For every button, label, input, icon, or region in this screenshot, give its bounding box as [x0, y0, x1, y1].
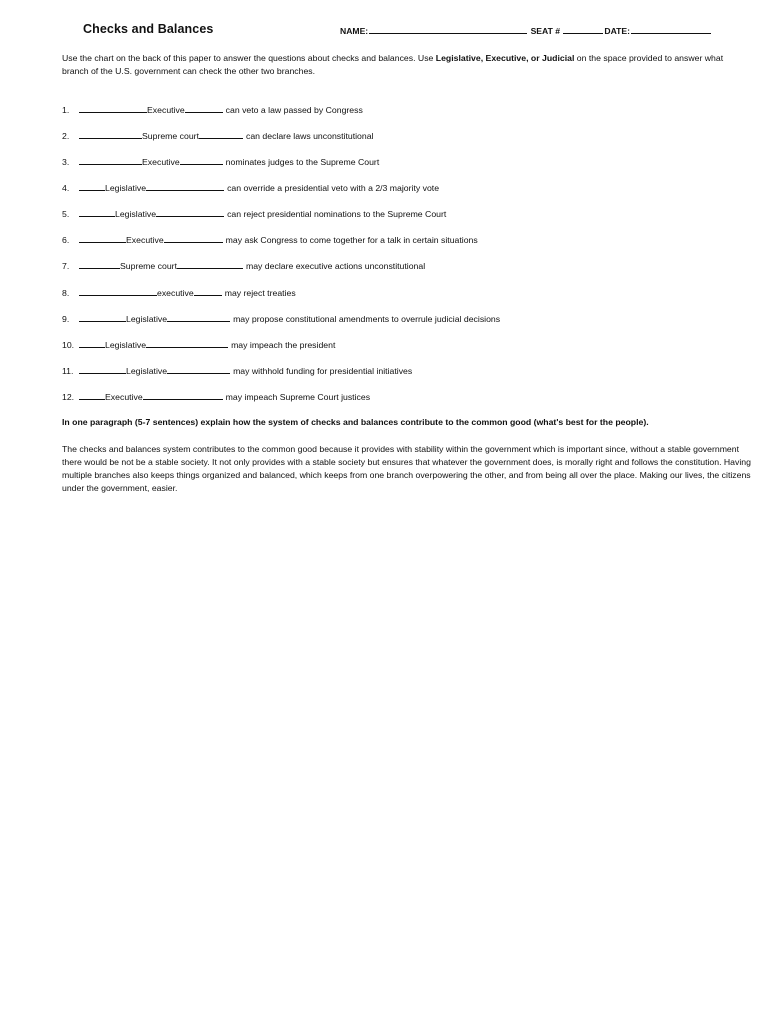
answer-field[interactable]	[79, 288, 222, 298]
question-item	[62, 209, 446, 219]
answer-field[interactable]	[79, 261, 243, 271]
name-field[interactable]	[369, 25, 527, 34]
question-number: 1.	[62, 105, 70, 115]
question-statement: may propose constitutional amendments to overrule judicial decisions	[233, 314, 501, 324]
question-number: 11.	[62, 366, 74, 376]
question-statement: may declare executive actions unconstitutional	[245, 261, 426, 271]
question-number: 12.	[62, 392, 75, 402]
seat-label: SEAT #	[530, 26, 561, 36]
paragraph-answer[interactable]: The checks and balances system contributes to the common good because it provides with stability within the government which is important since, without a stable government there would be not be a stable society. It not only provides with a stable society but ensures that whatever the government does, is morally right and follows the constitution. Having multiple branches also keeps things organized and balanced, which keeps from one branch overpowering the other, and from being all over the place. Making our lives, the citizens under the government, easier.	[62, 444, 751, 493]
answer-field[interactable]	[79, 392, 223, 402]
answer-field[interactable]	[79, 366, 230, 376]
header-fields	[340, 25, 712, 36]
question-number: 3.	[62, 157, 70, 167]
answer-field[interactable]	[79, 131, 243, 141]
date-field[interactable]	[631, 25, 711, 34]
answer-field[interactable]	[79, 340, 228, 350]
question-statement: may withhold funding for presidential initiatives	[233, 366, 413, 376]
date-label: DATE:	[604, 26, 631, 36]
answer-text: Legislative	[126, 314, 168, 324]
answer-text: executive	[157, 288, 194, 298]
answer-text: Legislative	[105, 340, 147, 350]
question-item	[62, 392, 370, 402]
question-item	[62, 157, 379, 167]
question-number: 6.	[62, 235, 70, 245]
question-number: 2.	[62, 131, 70, 141]
question-item	[62, 314, 500, 324]
instructions-part2: on the space provided to answer what branch of the U.S. government can check the other two branches.	[62, 53, 724, 76]
question-number: 8.	[62, 288, 70, 298]
question-statement: nominates judges to the Supreme Court	[225, 157, 380, 167]
answer-text: Executive	[147, 105, 185, 115]
question-item	[62, 183, 439, 193]
question-item	[62, 288, 296, 298]
question-item	[62, 340, 335, 350]
question-statement: can override a presidential veto with a 2/3 majority vote	[227, 183, 440, 193]
question-number: 10.	[62, 340, 75, 350]
question-number: 7.	[62, 261, 70, 271]
question-statement: may impeach the president	[231, 340, 336, 350]
question-statement: can veto a law passed by Congress	[225, 105, 363, 115]
question-statement: can reject presidential nominations to the Supreme Court	[227, 209, 447, 219]
answer-text: Legislative	[105, 183, 147, 193]
answer-text: Executive	[142, 157, 180, 167]
answer-text: Supreme court	[120, 261, 177, 271]
question-item	[62, 261, 425, 271]
answer-field[interactable]	[79, 157, 223, 167]
question-statement: may reject treaties	[224, 288, 296, 298]
answer-field[interactable]	[79, 235, 223, 245]
seat-field[interactable]	[563, 25, 603, 34]
question-item	[62, 235, 478, 245]
question-statement: may ask Congress to come together for a talk in certain situations	[225, 235, 478, 245]
question-number: 4.	[62, 183, 70, 193]
answer-text: Executive	[126, 235, 164, 245]
question-statement: can declare laws unconstitutional	[245, 131, 374, 141]
question-statement: may impeach Supreme Court justices	[225, 392, 371, 402]
answer-field[interactable]	[79, 209, 224, 219]
worksheet-header	[83, 22, 743, 42]
answer-field[interactable]	[79, 105, 223, 115]
question-number: 5.	[62, 209, 70, 219]
paragraph-prompt: In one paragraph (5-7 sentences) explain how the system of checks and balances contribute to the common good (what's best for the people).	[62, 417, 649, 427]
answer-text: Executive	[105, 392, 143, 402]
instructions-part1: Use the chart on the back of this paper to answer the questions about checks and balances. Use	[62, 53, 436, 63]
question-item	[62, 366, 412, 376]
answer-field[interactable]	[79, 183, 224, 193]
page-title: Checks and Balances	[83, 22, 214, 36]
answer-field[interactable]	[79, 314, 230, 324]
answer-text: Legislative	[126, 366, 168, 376]
instructions-bold: Legislative, Executive, or Judicial	[435, 53, 575, 63]
answer-text: Legislative	[115, 209, 157, 219]
answer-text: Supreme court	[142, 131, 199, 141]
instructions	[62, 52, 752, 77]
question-item	[62, 105, 363, 115]
name-label: NAME:	[340, 26, 369, 36]
question-item	[62, 131, 373, 141]
question-number: 9.	[62, 314, 70, 324]
